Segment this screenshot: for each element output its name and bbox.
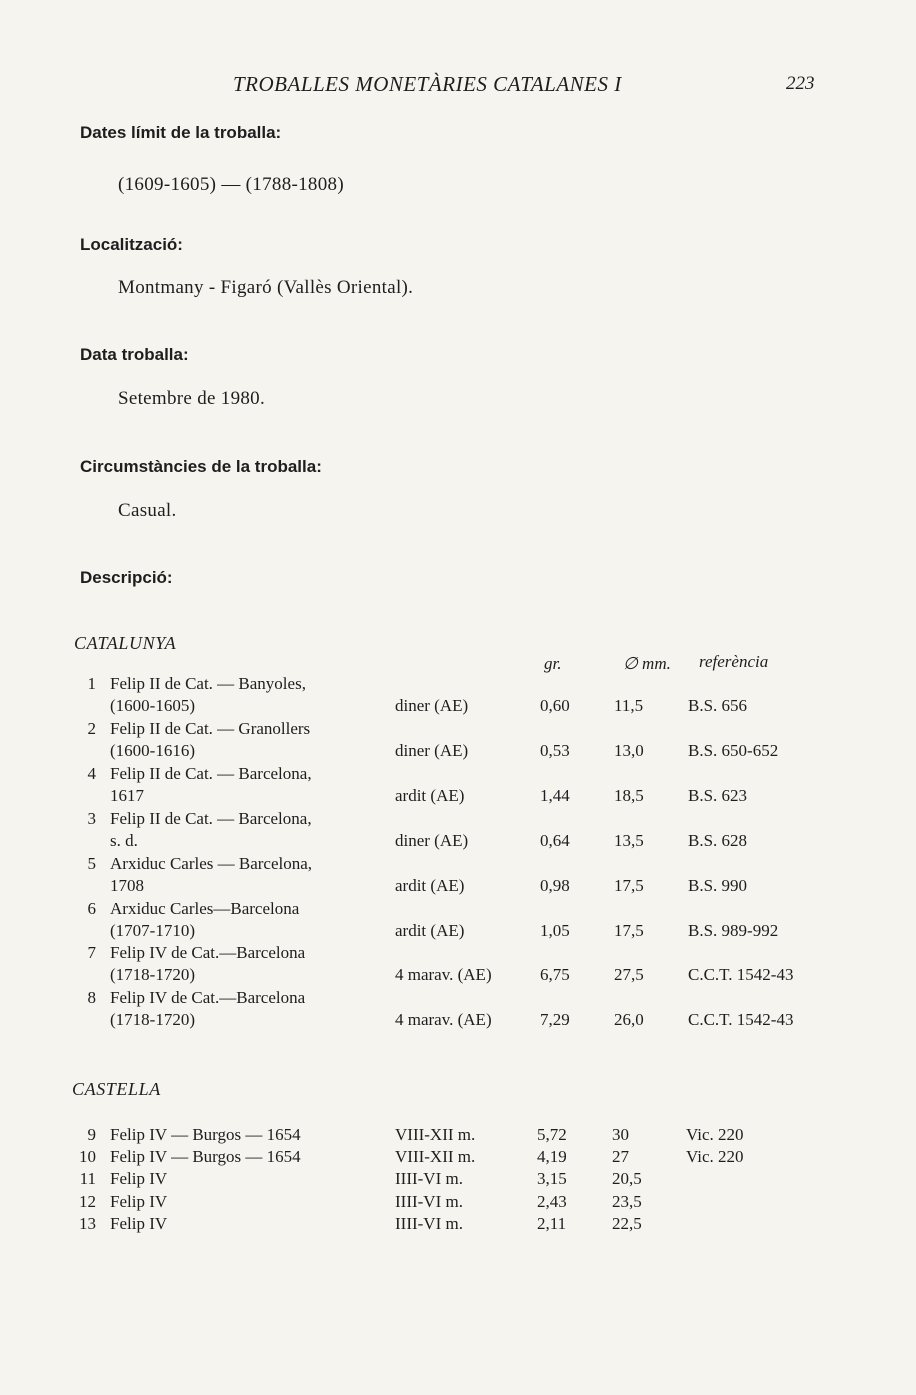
coin-reference: B.S. 989-992 bbox=[688, 921, 779, 940]
table-row bbox=[0, 674, 916, 719]
coin-date: (1718-1720) bbox=[110, 1010, 195, 1029]
row-number: 1 bbox=[87, 674, 96, 693]
coin-weight: 1,44 bbox=[540, 786, 570, 805]
coin-ruler-mint: Felip II de Cat. — Barcelona, bbox=[110, 809, 312, 828]
table-row bbox=[0, 764, 916, 809]
coin-diameter: 23,5 bbox=[612, 1192, 642, 1211]
coin-diameter: 30 bbox=[612, 1125, 629, 1144]
coin-type: 4 marav. (AE) bbox=[395, 1010, 492, 1029]
coin-diameter: 13,5 bbox=[614, 831, 644, 850]
row-number: 4 bbox=[87, 764, 96, 783]
region-catalunya-title: CATALUNYA bbox=[74, 633, 177, 653]
coin-date: (1600-1605) bbox=[110, 696, 195, 715]
coin-diameter: 18,5 bbox=[614, 786, 644, 805]
coin-type: diner (AE) bbox=[395, 696, 469, 715]
find-date-label: Data troballa: bbox=[80, 345, 189, 364]
row-number: 5 bbox=[87, 854, 96, 873]
coin-ruler-mint: Felip II de Cat. — Barcelona, bbox=[110, 764, 312, 783]
table-row bbox=[0, 899, 916, 944]
coin-diameter: 26,0 bbox=[614, 1010, 644, 1029]
coin-date: 1708 bbox=[110, 876, 144, 895]
coin-weight: 1,05 bbox=[540, 921, 570, 940]
dates-label: Dates límit de la troballa: bbox=[80, 123, 282, 142]
table-row bbox=[0, 809, 916, 854]
coin-diameter: 20,5 bbox=[612, 1169, 642, 1188]
coin-reference: B.S. 650-652 bbox=[688, 741, 779, 760]
table-row bbox=[0, 854, 916, 899]
row-number: 11 bbox=[79, 1169, 96, 1188]
coin-ruler-mint: Arxiduc Carles — Barcelona, bbox=[110, 854, 313, 873]
coin-weight: 0,64 bbox=[540, 831, 570, 850]
table-row bbox=[0, 988, 916, 1033]
row-number: 10 bbox=[79, 1147, 96, 1166]
table-row bbox=[0, 1125, 916, 1147]
table-row bbox=[0, 1147, 916, 1169]
coin-ruler-mint: Felip IV de Cat.—Barcelona bbox=[110, 943, 306, 962]
row-number: 6 bbox=[87, 899, 96, 918]
coin-reference: Vic. 220 bbox=[686, 1125, 744, 1144]
coin-date: (1707-1710) bbox=[110, 921, 195, 940]
coin-ruler-mint: Felip II de Cat. — Banyoles, bbox=[110, 674, 306, 693]
coin-ruler-mint: Felip IV bbox=[110, 1214, 168, 1233]
coin-weight: 2,11 bbox=[537, 1214, 567, 1233]
coin-ruler-mint: Felip II de Cat. — Granollers bbox=[110, 719, 311, 738]
coin-weight: 6,75 bbox=[540, 965, 570, 984]
coin-ruler-mint: Felip IV bbox=[110, 1192, 168, 1211]
column-header-reference: referència bbox=[699, 652, 769, 671]
circumstances-label: Circumstàncies de la troballa: bbox=[80, 457, 322, 476]
coin-diameter: 11,5 bbox=[614, 696, 644, 715]
coin-weight: 4,19 bbox=[537, 1147, 567, 1166]
coin-ruler-mint: Felip IV bbox=[110, 1169, 168, 1188]
coin-reference: C.C.T. 1542-43 bbox=[688, 1010, 794, 1029]
circumstances-value: Casual. bbox=[118, 500, 177, 521]
row-number: 7 bbox=[87, 943, 96, 962]
coin-ruler-mint: Arxiduc Carles—Barcelona bbox=[110, 899, 300, 918]
coin-date: s. d. bbox=[110, 831, 138, 850]
table-row bbox=[0, 1192, 916, 1214]
coin-weight: 7,29 bbox=[540, 1010, 570, 1029]
region-castella-title: CASTELLA bbox=[72, 1079, 161, 1099]
coin-diameter: 13,0 bbox=[614, 741, 644, 760]
coin-reference: B.S. 623 bbox=[688, 786, 748, 805]
coin-reference: B.S. 656 bbox=[688, 696, 748, 715]
coin-reference: Vic. 220 bbox=[686, 1147, 744, 1166]
coin-diameter: 27,5 bbox=[614, 965, 644, 984]
coin-type: VIII-XII m. bbox=[395, 1125, 476, 1144]
find-date-value: Setembre de 1980. bbox=[118, 388, 266, 409]
coin-weight: 3,15 bbox=[537, 1169, 567, 1188]
coin-diameter: 27 bbox=[612, 1147, 629, 1166]
table-row bbox=[0, 1169, 916, 1191]
coin-date: 1617 bbox=[110, 786, 144, 805]
location-label: Localització: bbox=[80, 235, 183, 254]
coin-type: ardit (AE) bbox=[395, 921, 465, 940]
running-title: TROBALLES MONETÀRIES CATALANES I bbox=[233, 72, 622, 96]
coin-weight: 0,98 bbox=[540, 876, 570, 895]
coin-type: IIII-VI m. bbox=[395, 1214, 463, 1233]
coin-type: 4 marav. (AE) bbox=[395, 965, 492, 984]
coin-type: IIII-VI m. bbox=[395, 1192, 463, 1211]
coin-weight: 0,53 bbox=[540, 741, 570, 760]
row-number: 12 bbox=[79, 1192, 96, 1211]
coin-type: VIII-XII m. bbox=[395, 1147, 476, 1166]
coin-ruler-mint: Felip IV — Burgos — 1654 bbox=[110, 1125, 301, 1144]
column-header-mm: ∅ mm. bbox=[623, 654, 671, 673]
coin-ruler-mint: Felip IV de Cat.—Barcelona bbox=[110, 988, 306, 1007]
coin-ruler-mint: Felip IV — Burgos — 1654 bbox=[110, 1147, 301, 1166]
coin-type: ardit (AE) bbox=[395, 786, 465, 805]
coin-weight: 2,43 bbox=[537, 1192, 567, 1211]
coin-type: IIII-VI m. bbox=[395, 1169, 463, 1188]
page-number: 223 bbox=[786, 73, 815, 94]
coin-diameter: 17,5 bbox=[614, 921, 644, 940]
table-row bbox=[0, 1214, 916, 1236]
row-number: 13 bbox=[79, 1214, 96, 1233]
row-number: 9 bbox=[87, 1125, 96, 1144]
table-row bbox=[0, 719, 916, 764]
coin-reference: B.S. 628 bbox=[688, 831, 748, 850]
coin-type: ardit (AE) bbox=[395, 876, 465, 895]
coin-date: (1718-1720) bbox=[110, 965, 195, 984]
coin-diameter: 22,5 bbox=[612, 1214, 642, 1233]
coin-type: diner (AE) bbox=[395, 831, 469, 850]
coin-date: (1600-1616) bbox=[110, 741, 195, 760]
coin-type: diner (AE) bbox=[395, 741, 469, 760]
table-row bbox=[0, 943, 916, 988]
coin-reference: C.C.T. 1542-43 bbox=[688, 965, 794, 984]
location-value: Montmany - Figaró (Vallès Oriental). bbox=[118, 277, 414, 298]
row-number: 2 bbox=[87, 719, 96, 738]
coin-diameter: 17,5 bbox=[614, 876, 644, 895]
column-header-gr: gr. bbox=[544, 654, 562, 673]
coin-reference: B.S. 990 bbox=[688, 876, 748, 895]
coin-weight: 0,60 bbox=[540, 696, 570, 715]
row-number: 8 bbox=[87, 988, 96, 1007]
coin-weight: 5,72 bbox=[537, 1125, 567, 1144]
row-number: 3 bbox=[87, 809, 96, 828]
dates-value: (1609-1605) — (1788-1808) bbox=[118, 174, 344, 195]
description-label: Descripció: bbox=[80, 568, 173, 587]
